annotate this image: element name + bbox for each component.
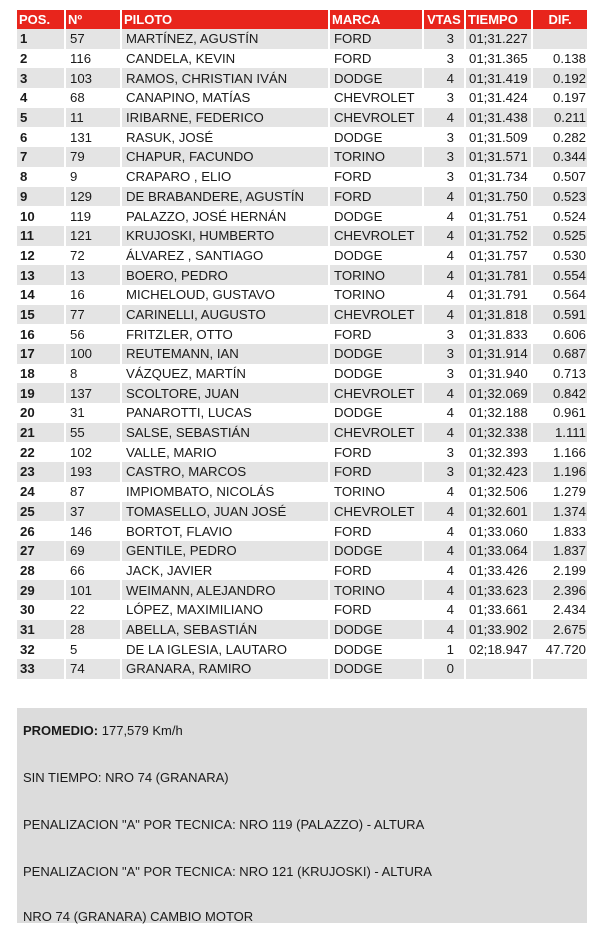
cell-num: 79	[66, 147, 122, 167]
cell-marca: CHEVROLET	[330, 88, 424, 108]
cell-tiempo: 01;31.940	[466, 364, 533, 384]
cell-vtas: 3	[424, 49, 466, 69]
cell-piloto: KRUJOSKI, HUMBERTO	[122, 226, 330, 246]
cell-num: 131	[66, 127, 122, 147]
cell-num: 22	[66, 600, 122, 620]
cell-marca: FORD	[330, 561, 424, 581]
cell-num: 103	[66, 68, 122, 88]
cell-vtas: 3	[424, 344, 466, 364]
cell-pos: 30	[17, 600, 66, 620]
cell-num: 8	[66, 364, 122, 384]
table-row	[17, 521, 587, 541]
cell-tiempo: 01;31.751	[466, 206, 533, 226]
cell-num: 28	[66, 620, 122, 640]
cell-vtas: 4	[424, 108, 466, 128]
cell-dif: 0.192	[533, 68, 587, 88]
cell-num: 116	[66, 49, 122, 69]
note-line: PENALIZACION "A" POR TECNICA: NRO 119 (PALAZZO) - ALTURA	[23, 817, 425, 832]
table-row	[17, 502, 587, 522]
table-row	[17, 29, 587, 49]
cell-vtas: 4	[424, 541, 466, 561]
cell-pos: 21	[17, 423, 66, 443]
cell-piloto: GRANARA, RAMIRO	[122, 659, 330, 679]
cell-pos: 16	[17, 324, 66, 344]
cell-vtas: 1	[424, 639, 466, 659]
cell-piloto: FRITZLER, OTTO	[122, 324, 330, 344]
table-row	[17, 88, 587, 108]
cell-dif: 0.842	[533, 383, 587, 403]
cell-marca: FORD	[330, 49, 424, 69]
cell-tiempo: 01;33.060	[466, 521, 533, 541]
cell-piloto: BORTOT, FLAVIO	[122, 521, 330, 541]
cell-vtas: 3	[424, 29, 466, 49]
table-row	[17, 364, 587, 384]
table-row	[17, 580, 587, 600]
cell-pos: 19	[17, 383, 66, 403]
cell-tiempo: 01;31.365	[466, 49, 533, 69]
cell-tiempo: 01;31.757	[466, 246, 533, 266]
cell-marca: FORD	[330, 324, 424, 344]
cell-piloto: MARTÍNEZ, AGUSTÍN	[122, 29, 330, 49]
cell-vtas: 4	[424, 403, 466, 423]
cell-tiempo: 01;31.734	[466, 167, 533, 187]
cell-pos: 11	[17, 226, 66, 246]
cell-tiempo: 01;31.419	[466, 68, 533, 88]
cell-num: 77	[66, 305, 122, 325]
cell-marca: CHEVROLET	[330, 383, 424, 403]
cell-vtas: 4	[424, 226, 466, 246]
cell-piloto: WEIMANN, ALEJANDRO	[122, 580, 330, 600]
note-line: PENALIZACION "A" POR TECNICA: NRO 121 (KRUJOSKI) - ALTURA	[23, 864, 432, 879]
table-row	[17, 403, 587, 423]
cell-tiempo: 01;31.818	[466, 305, 533, 325]
cell-dif: 1.837	[533, 541, 587, 561]
table-row	[17, 147, 587, 167]
cell-pos: 17	[17, 344, 66, 364]
cell-marca: FORD	[330, 167, 424, 187]
cell-pos: 13	[17, 265, 66, 285]
cell-dif: 1.111	[533, 423, 587, 443]
cell-tiempo: 01;33.426	[466, 561, 533, 581]
table-row	[17, 482, 587, 502]
table-row	[17, 246, 587, 266]
cell-piloto: IMPIOMBATO, NICOLÁS	[122, 482, 330, 502]
cell-piloto: LÓPEZ, MAXIMILIANO	[122, 600, 330, 620]
cell-piloto: CARINELLI, AUGUSTO	[122, 305, 330, 325]
cell-tiempo: 01;32.069	[466, 383, 533, 403]
cell-tiempo: 01;31.438	[466, 108, 533, 128]
promedio-value: 177,579 Km/h	[101, 723, 183, 738]
cell-marca: DODGE	[330, 541, 424, 561]
cell-pos: 33	[17, 659, 66, 679]
cell-num: 137	[66, 383, 122, 403]
cell-vtas: 3	[424, 364, 466, 384]
cell-num: 74	[66, 659, 122, 679]
cell-vtas: 4	[424, 600, 466, 620]
table-row	[17, 305, 587, 325]
cell-marca: FORD	[330, 521, 424, 541]
table-row	[17, 344, 587, 364]
promedio-line	[23, 723, 183, 738]
cell-num: 68	[66, 88, 122, 108]
cell-tiempo: 01;32.338	[466, 423, 533, 443]
note-line: SIN TIEMPO: NRO 74 (GRANARA)	[23, 770, 229, 785]
cell-num: 5	[66, 639, 122, 659]
cell-num: 100	[66, 344, 122, 364]
header-tiempo: TIEMPO	[466, 10, 533, 29]
table-row	[17, 108, 587, 128]
cell-pos: 26	[17, 521, 66, 541]
cell-dif: 2.199	[552, 562, 586, 578]
cell-marca: CHEVROLET	[330, 226, 424, 246]
cell-tiempo: 01;31.833	[466, 324, 533, 344]
cell-pos: 18	[17, 364, 66, 384]
cell-piloto: VÁZQUEZ, MARTÍN	[122, 364, 330, 384]
cell-piloto: CASTRO, MARCOS	[122, 462, 330, 482]
cell-dif: 1.279	[552, 484, 586, 500]
cell-num: 57	[66, 29, 122, 49]
cell-tiempo: 01;31.752	[466, 226, 533, 246]
cell-piloto: CANAPINO, MATÍAS	[122, 88, 330, 108]
cell-num: 9	[66, 167, 122, 187]
cell-dif: 0.524	[552, 208, 586, 224]
table-row	[17, 659, 587, 679]
cell-marca: DODGE	[330, 364, 424, 384]
cell-num: 13	[66, 265, 122, 285]
cell-num: 56	[66, 324, 122, 344]
cell-dif: 0.591	[533, 305, 587, 325]
cell-tiempo: 01;31.791	[466, 285, 533, 305]
cell-marca: DODGE	[330, 639, 424, 659]
cell-pos: 20	[17, 403, 66, 423]
table-row	[17, 324, 587, 344]
cell-marca: DODGE	[330, 127, 424, 147]
cell-vtas: 3	[424, 127, 466, 147]
cell-tiempo: 01;31.509	[466, 127, 533, 147]
header-vtas: VTAS	[424, 10, 466, 29]
cell-vtas: 4	[424, 383, 466, 403]
cell-tiempo: 01;31.781	[466, 265, 533, 285]
cell-num: 16	[66, 285, 122, 305]
cell-marca: TORINO	[330, 285, 424, 305]
table-row	[17, 383, 587, 403]
cell-pos: 28	[17, 561, 66, 581]
cell-tiempo: 01;32.423	[466, 462, 533, 482]
cell-tiempo: 01;33.902	[466, 620, 533, 640]
cell-piloto: CHAPUR, FACUNDO	[122, 147, 330, 167]
cell-pos: 5	[17, 108, 66, 128]
cell-dif: 0.344	[533, 147, 587, 167]
cell-num: 102	[66, 442, 122, 462]
table-row	[17, 541, 587, 561]
cell-dif: 1.196	[533, 462, 587, 482]
cell-pos: 32	[17, 639, 66, 659]
cell-pos: 24	[17, 482, 66, 502]
cell-dif: 1.166	[552, 444, 586, 460]
cell-marca: DODGE	[330, 659, 424, 679]
cell-piloto: MICHELOUD, GUSTAVO	[122, 285, 330, 305]
cell-marca: DODGE	[330, 68, 424, 88]
cell-tiempo: 01;32.188	[466, 403, 533, 423]
table-row	[17, 600, 587, 620]
cell-dif: 0.961	[552, 405, 586, 421]
cell-pos: 8	[17, 167, 66, 187]
table-row	[17, 187, 587, 207]
cell-piloto: SALSE, SEBASTIÁN	[122, 423, 330, 443]
cell-dif: 1.374	[533, 502, 587, 522]
table-row	[17, 462, 587, 482]
cell-vtas: 4	[424, 265, 466, 285]
cell-vtas: 3	[424, 88, 466, 108]
cell-vtas: 4	[424, 68, 466, 88]
cell-pos: 29	[17, 580, 66, 600]
cell-vtas: 3	[424, 462, 466, 482]
cell-dif: 0.138	[552, 51, 586, 67]
cell-marca: TORINO	[330, 580, 424, 600]
results-table	[17, 10, 587, 679]
cell-piloto: PANAROTTI, LUCAS	[122, 403, 330, 423]
cell-num: 87	[66, 482, 122, 502]
cell-dif: 0.554	[533, 265, 587, 285]
cell-tiempo: 01;31.227	[466, 29, 533, 49]
cell-piloto: JACK, JAVIER	[122, 561, 330, 581]
cell-tiempo: 02;18.947	[466, 639, 533, 659]
cell-dif: 1.833	[552, 523, 586, 539]
cell-pos: 27	[17, 541, 66, 561]
cell-marca: FORD	[330, 29, 424, 49]
cell-marca: DODGE	[330, 344, 424, 364]
cell-dif: 0.507	[552, 169, 586, 185]
cell-tiempo: 01;31.571	[466, 147, 533, 167]
cell-vtas: 3	[424, 324, 466, 344]
table-row	[17, 49, 587, 69]
table-row	[17, 226, 587, 246]
cell-num: 37	[66, 502, 122, 522]
cell-num: 66	[66, 561, 122, 581]
cell-dif	[533, 659, 587, 679]
cell-dif: 0.282	[552, 129, 586, 145]
cell-num: 55	[66, 423, 122, 443]
cell-tiempo: 01;32.506	[466, 482, 533, 502]
table-row	[17, 167, 587, 187]
cell-tiempo	[466, 659, 533, 679]
table-row	[17, 265, 587, 285]
cell-dif: 0.713	[552, 366, 586, 382]
cell-vtas: 3	[424, 442, 466, 462]
cell-pos: 7	[17, 147, 66, 167]
cell-piloto: TOMASELLO, JUAN JOSÉ	[122, 502, 330, 522]
cell-vtas: 4	[424, 187, 466, 207]
cell-pos: 9	[17, 187, 66, 207]
table-row	[17, 285, 587, 305]
cell-marca: DODGE	[330, 246, 424, 266]
cell-pos: 22	[17, 442, 66, 462]
note-line: NRO 74 (GRANARA) CAMBIO MOTOR	[23, 909, 254, 924]
cell-piloto: CRAPARO , ELIO	[122, 167, 330, 187]
cell-tiempo: 01;33.623	[466, 580, 533, 600]
cell-pos: 3	[17, 68, 66, 88]
cell-tiempo: 01;32.393	[466, 442, 533, 462]
cell-piloto: ÁLVAREZ , SANTIAGO	[122, 246, 330, 266]
cell-vtas: 0	[424, 659, 466, 679]
cell-vtas: 4	[424, 521, 466, 541]
cell-pos: 31	[17, 620, 66, 640]
cell-marca: CHEVROLET	[330, 502, 424, 522]
cell-marca: FORD	[330, 600, 424, 620]
cell-dif: 0.687	[533, 344, 587, 364]
table-row	[17, 442, 587, 462]
cell-vtas: 4	[424, 502, 466, 522]
cell-marca: TORINO	[330, 147, 424, 167]
cell-dif: 0.564	[552, 287, 586, 303]
cell-num: 121	[66, 226, 122, 246]
results-body	[17, 29, 587, 679]
table-row	[17, 127, 587, 147]
table-row	[17, 423, 587, 443]
table-row	[17, 206, 587, 226]
cell-piloto: RAMOS, CHRISTIAN IVÁN	[122, 68, 330, 88]
cell-vtas: 4	[424, 620, 466, 640]
cell-pos: 14	[17, 285, 66, 305]
cell-piloto: BOERO, PEDRO	[122, 265, 330, 285]
cell-piloto: VALLE, MARIO	[122, 442, 330, 462]
cell-pos: 23	[17, 462, 66, 482]
cell-dif	[533, 29, 587, 49]
table-row	[17, 639, 587, 659]
cell-pos: 15	[17, 305, 66, 325]
cell-num: 129	[66, 187, 122, 207]
table-row	[17, 68, 587, 88]
cell-num: 146	[66, 521, 122, 541]
cell-num: 31	[66, 403, 122, 423]
cell-tiempo: 01;31.750	[466, 187, 533, 207]
cell-tiempo: 01;32.601	[466, 502, 533, 522]
cell-pos: 1	[17, 29, 66, 49]
cell-num: 101	[66, 580, 122, 600]
cell-piloto: PALAZZO, JOSÉ HERNÁN	[122, 206, 330, 226]
cell-pos: 25	[17, 502, 66, 522]
cell-dif: 2.434	[552, 602, 586, 618]
cell-marca: FORD	[330, 187, 424, 207]
promedio-label: PROMEDIO:	[23, 723, 99, 738]
cell-piloto: IRIBARNE, FEDERICO	[122, 108, 330, 128]
cell-piloto: CANDELA, KEVIN	[122, 49, 330, 69]
cell-dif: 47.720	[545, 641, 586, 657]
cell-marca: DODGE	[330, 620, 424, 640]
cell-piloto: SCOLTORE, JUAN	[122, 383, 330, 403]
cell-vtas: 4	[424, 246, 466, 266]
cell-num: 193	[66, 462, 122, 482]
cell-marca: CHEVROLET	[330, 305, 424, 325]
cell-pos: 6	[17, 127, 66, 147]
cell-dif: 0.523	[533, 187, 587, 207]
cell-num: 72	[66, 246, 122, 266]
cell-tiempo: 01;31.914	[466, 344, 533, 364]
cell-pos: 12	[17, 246, 66, 266]
cell-num: 119	[66, 206, 122, 226]
cell-num: 69	[66, 541, 122, 561]
cell-dif: 0.530	[552, 247, 586, 263]
cell-vtas: 4	[424, 580, 466, 600]
header-num: Nº	[66, 10, 122, 29]
cell-dif: 0.525	[533, 226, 587, 246]
cell-vtas: 4	[424, 285, 466, 305]
table-row	[17, 620, 587, 640]
cell-piloto: ABELLA, SEBASTIÁN	[122, 620, 330, 640]
cell-vtas: 4	[424, 305, 466, 325]
cell-vtas: 4	[424, 206, 466, 226]
cell-marca: DODGE	[330, 403, 424, 423]
cell-tiempo: 01;33.064	[466, 541, 533, 561]
header-dif: DIF.	[533, 10, 587, 29]
cell-pos: 10	[17, 206, 66, 226]
cell-vtas: 4	[424, 482, 466, 502]
table-row	[17, 561, 587, 581]
cell-piloto: RASUK, JOSÉ	[122, 127, 330, 147]
cell-marca: CHEVROLET	[330, 108, 424, 128]
cell-tiempo: 01;33.661	[466, 600, 533, 620]
header-piloto: PILOTO	[122, 10, 330, 29]
cell-dif: 2.675	[533, 620, 587, 640]
table-header-row	[17, 10, 587, 29]
cell-pos: 4	[17, 88, 66, 108]
cell-piloto: REUTEMANN, IAN	[122, 344, 330, 364]
cell-marca: FORD	[330, 442, 424, 462]
cell-vtas: 4	[424, 423, 466, 443]
cell-marca: TORINO	[330, 265, 424, 285]
cell-marca: TORINO	[330, 482, 424, 502]
cell-piloto: GENTILE, PEDRO	[122, 541, 330, 561]
cell-piloto: DE BRABANDERE, AGUSTÍN	[122, 187, 330, 207]
cell-vtas: 3	[424, 167, 466, 187]
cell-dif: 0.197	[552, 90, 586, 106]
notes-panel	[17, 708, 587, 923]
cell-dif: 2.396	[533, 580, 587, 600]
cell-piloto: DE LA IGLESIA, LAUTARO	[122, 639, 330, 659]
cell-vtas: 4	[424, 561, 466, 581]
cell-tiempo: 01;31.424	[466, 88, 533, 108]
header-marca: MARCA	[330, 10, 424, 29]
cell-marca: CHEVROLET	[330, 423, 424, 443]
cell-marca: FORD	[330, 462, 424, 482]
cell-marca: DODGE	[330, 206, 424, 226]
cell-dif: 0.211	[533, 108, 587, 128]
header-pos: POS.	[17, 10, 66, 29]
cell-dif: 0.606	[552, 326, 586, 342]
cell-vtas: 3	[424, 147, 466, 167]
cell-pos: 2	[17, 49, 66, 69]
cell-num: 11	[66, 108, 122, 128]
